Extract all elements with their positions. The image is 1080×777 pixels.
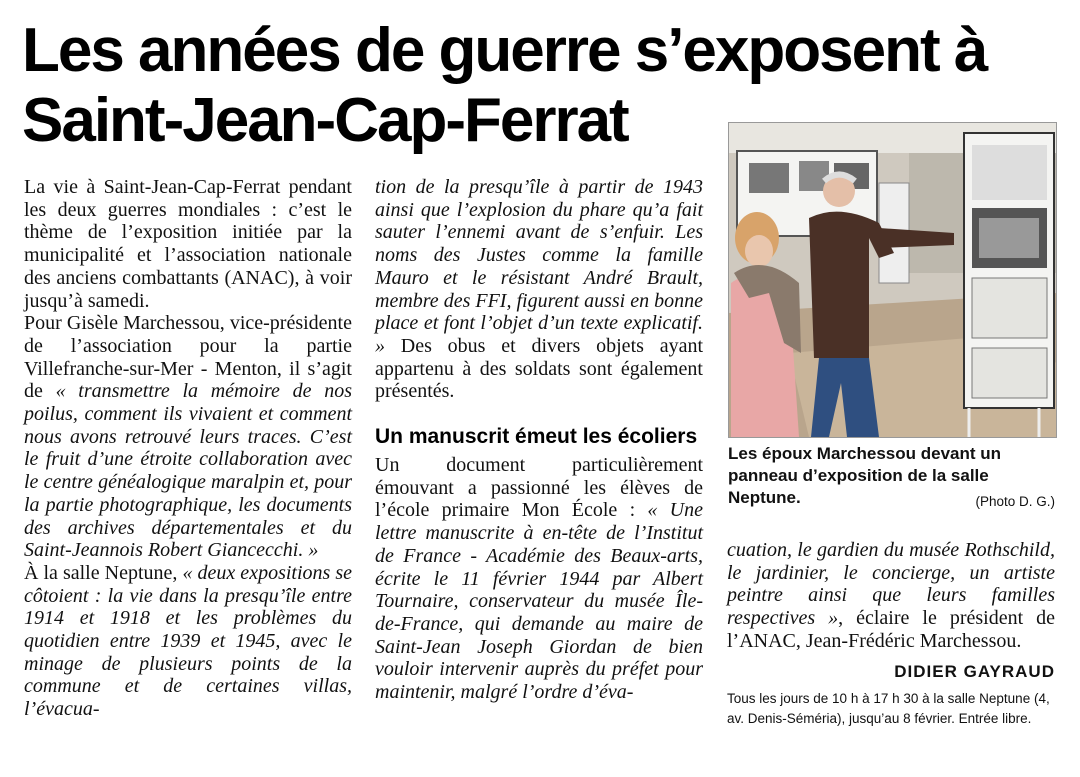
article-column-3 xyxy=(727,539,1055,729)
photo-caption: Les époux Marchessou devant un panneau d’exposition de la salle Neptune. xyxy=(728,444,1002,507)
paragraph: À la salle Neptune, « deux expositions se côtoient : la vie dans la presqu’île entre 1914 et 1918 et les problèmes du quotidien entre 1939 et 1945, avec le minage de plusieurs points de la commune et de certaines villas, l’évacua- xyxy=(24,561,353,721)
practical-info: Tous les jours de 10 h à 17 h 30 à la salle Neptune (4, av. Denis-Séméria), jusqu’au 8 février. Entrée libre. xyxy=(727,691,1050,727)
paragraph: La vie à Saint-Jean-Cap-Ferrat pendant les deux guerres mondiales : c’est le thème de l’exposition initiée par la municipalité et l’association nationale des anciens combattants (ANAC), à voir jusqu’à samedi. xyxy=(24,176,352,312)
paragraph: cuation, le gardien du musée Rothschild, le jardinier, le concierge, un artiste peintre ainsi que leurs familles respectives », éclaire le président de l’ANAC, Jean-Frédéric Marchessou. xyxy=(727,539,1055,652)
photo-credit: (Photo D. G.) xyxy=(975,494,1055,509)
exhibition-photo xyxy=(728,122,1057,438)
headline: Les années de guerre s’exposent à Saint-Jean-Cap-Ferrat xyxy=(22,16,987,155)
photo-illustration xyxy=(729,123,1056,437)
subheading: Un manuscrit émeut les écoliers xyxy=(375,425,698,449)
paragraph: tion de la presqu’île à partir de 1943 ainsi que l’explosion du phare qu’a fait sauter l’ennemi avant de s’enfuir. Les noms des Justes comme la famille Mauro et le résistant André Brault, membre des FFI, figurent aussi en bonne place et font l’objet d’un texte explicatif. » Des obus et divers objets ayant appartenu à des soldats sont également présentés. xyxy=(375,176,703,403)
paragraph: Un document particulièrement émouvant a passionné les élèves de l’école primaire Mon École : « Une lettre manuscrite à en-tête de l’Institut de France - Académie des Beaux-arts, écrite le 11 février 1944 par Albert Tournaire, conservateur du musée Île-de-France, qui demande au maire de Saint-Jean Joseph Giordan de bien vouloir intervenir auprès du préfet pour maintenir, malgré l’ordre d’éva- xyxy=(375,454,704,704)
article-column-2 xyxy=(375,176,703,704)
article-column-1 xyxy=(24,176,352,721)
byline: DIDIER GAYRAUD xyxy=(894,661,1055,681)
paragraph: Pour Gisèle Marchessou, vice-présidente de l’association pour la partie Villefranche-sur-Mer - Menton, il s’agit de « transmettre la mémoire de nos poilus, comment ils vivaient et comment nous avons retrouvé leurs traces. C’est le fruit d’une étroite collaboration avec le centre généalogique maralpin et, pour la partie photographique, les documents des archives départementales et du Saint-Jeannois Robert Giancecchi. » xyxy=(24,312,352,562)
